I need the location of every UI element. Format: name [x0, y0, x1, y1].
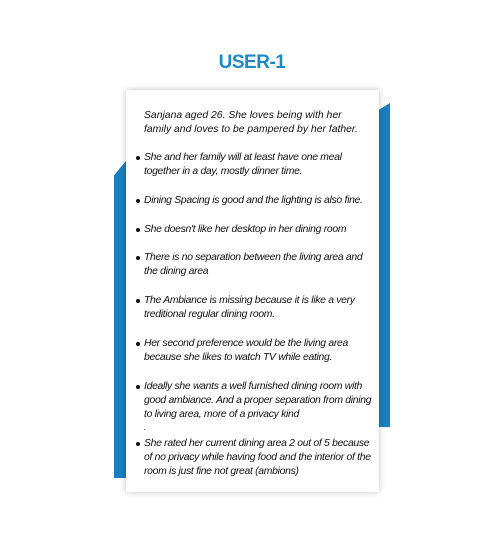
list-item-text: She and her family will at least have one meal together in a day, mostly dinner time.: [144, 152, 342, 177]
list-item: [144, 437, 372, 479]
bullet-icon: [136, 385, 140, 389]
list-item: [144, 294, 372, 322]
list-item-text: She doesn't like her desktop in her dining room: [144, 224, 347, 235]
page-title: USER-1: [218, 52, 286, 73]
list-item-text: There is no separation between the living area and the dining area: [144, 252, 363, 277]
bullet-icon: [136, 442, 140, 446]
list-item-text: Her second preference would be the living area because she likes to watch TV while eating.: [144, 338, 348, 363]
bullet-icon: [136, 342, 140, 346]
list-item: [144, 337, 372, 365]
bullet-icon: [136, 256, 140, 260]
list-item: [144, 194, 372, 208]
list-item: [144, 151, 372, 179]
bullet-icon: [136, 199, 140, 203]
bullet-icon: [136, 299, 140, 303]
bullet-icon: [136, 156, 140, 160]
list-item-text: Dining Spacing is good and the lighting is also fine.: [144, 195, 363, 206]
list-item-text: She rated her current dining area 2 out of 5 because of no privacy while having food and the interior of the room is just fine not great (ambions): [144, 438, 371, 477]
bullet-icon: [136, 228, 140, 232]
list-item: [144, 223, 372, 237]
list-item-text: Ideally she wants a well furnished dining room with good ambiance. And a proper separation from dining to living area, more of a privacy kind: [144, 381, 372, 420]
stray-mark: .: [144, 422, 147, 432]
list-item-text: The Ambiance is missing because it is like a very treditional regular dining room.: [144, 295, 355, 320]
list-item: [144, 251, 372, 279]
list-item: [144, 380, 372, 422]
persona-intro: Sanjana aged 26. She loves being with her family and loves to be pampered by her father.: [144, 110, 358, 135]
